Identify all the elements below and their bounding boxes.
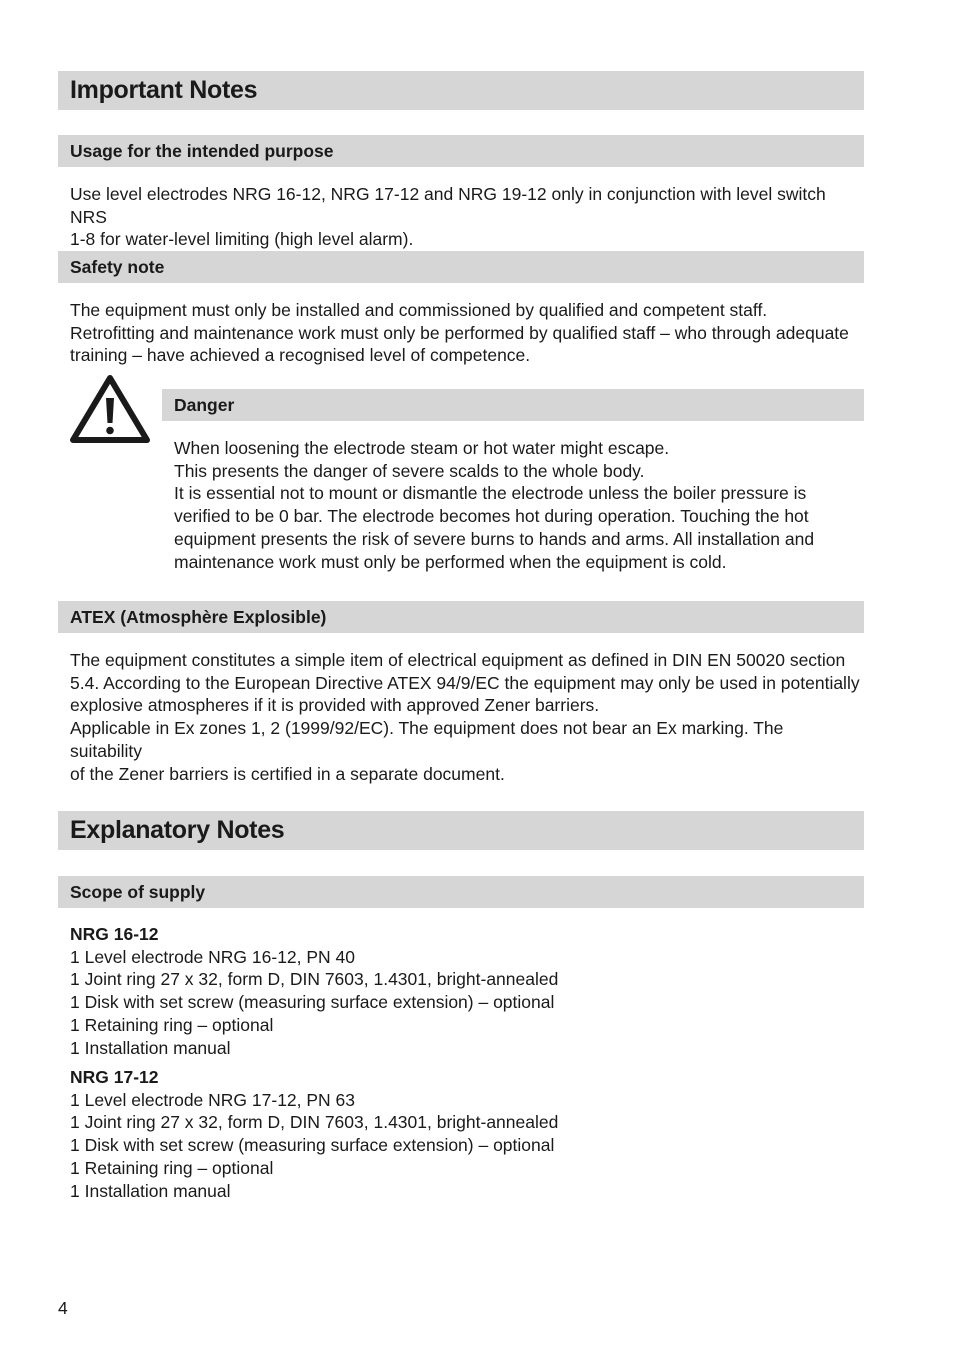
list-item: 1 Joint ring 27 x 32, form D, DIN 7603, 1.4301, bright-annealed — [70, 969, 559, 990]
text-line: 1-8 for water-level limiting (high level alarm). — [70, 229, 414, 250]
safety-text — [70, 299, 860, 367]
warning-triangle-icon — [69, 374, 151, 444]
atex-text — [70, 649, 860, 785]
text-line: equipment presents the risk of severe burns to hands and arms. All installation and — [174, 528, 815, 549]
subheading-scope-of-supply: Scope of supply — [58, 876, 864, 908]
product-title: NRG 17-12 — [70, 1067, 159, 1087]
text-line: The equipment constitutes a simple item of electrical equipment as defined in DIN EN 50020 section — [70, 650, 846, 670]
text-line: Use level electrodes NRG 16-12, NRG 17-12 and NRG 19-12 only in conjunction with level switch NRS — [70, 184, 826, 227]
usage-text — [70, 183, 860, 251]
text-line: verified to be 0 bar. The electrode becomes hot during operation. Touching the hot — [174, 506, 809, 527]
list-item: 1 Disk with set screw (measuring surface extension) – optional — [70, 992, 555, 1013]
section-heading-explanatory-notes: Explanatory Notes — [58, 811, 864, 850]
scope-nrg-16-12 — [70, 923, 860, 1059]
text-line: explosive atmospheres if it is provided with approved Zener barriers. — [70, 695, 600, 716]
text-line: It is essential not to mount or dismantle the electrode unless the boiler pressure is — [174, 483, 807, 504]
scope-nrg-17-12 — [70, 1066, 860, 1202]
subheading-atex: ATEX (Atmosphère Explosible) — [58, 601, 864, 633]
list-item: 1 Joint ring 27 x 32, form D, DIN 7603, 1.4301, bright-annealed — [70, 1112, 559, 1133]
subheading-usage: Usage for the intended purpose — [58, 135, 864, 167]
text-line: of the Zener barriers is certified in a separate document. — [70, 763, 505, 784]
list-item: 1 Retaining ring – optional — [70, 1157, 274, 1178]
list-item: 1 Disk with set screw (measuring surface extension) – optional — [70, 1135, 555, 1156]
list-item: 1 Level electrode NRG 17-12, PN 63 — [70, 1089, 356, 1110]
list-item: 1 Retaining ring – optional — [70, 1014, 274, 1035]
list-item: 1 Installation manual — [70, 1180, 231, 1201]
subheading-danger: Danger — [162, 389, 864, 421]
subheading-safety-note: Safety note — [58, 251, 864, 283]
text-line: maintenance work must only be performed when the equipment is cold. — [174, 551, 727, 572]
text-line: This presents the danger of severe scalds to the whole body. — [174, 460, 645, 481]
list-item: 1 Level electrode NRG 16-12, PN 40 — [70, 946, 356, 967]
text-line: When loosening the electrode steam or hot water might escape. — [174, 438, 670, 458]
page-number: 4 — [58, 1298, 68, 1318]
text-line: The equipment must only be installed and commissioned by qualified and competent staff. — [70, 300, 768, 320]
section-heading-important-notes: Important Notes — [58, 71, 864, 110]
danger-text — [174, 437, 860, 573]
product-title: NRG 16-12 — [70, 924, 159, 944]
text-line: training – have achieved a recognised level of competence. — [70, 345, 531, 366]
text-line: Retrofitting and maintenance work must only be performed by qualified staff – who through adequate — [70, 322, 849, 343]
text-line: Applicable in Ex zones 1, 2 (1999/92/EC). The equipment does not bear an Ex marking. The suitability — [70, 718, 784, 761]
text-line: 5.4. According to the European Directive ATEX 94/9/EC the equipment may only be used in potentially — [70, 672, 860, 693]
list-item: 1 Installation manual — [70, 1037, 231, 1058]
